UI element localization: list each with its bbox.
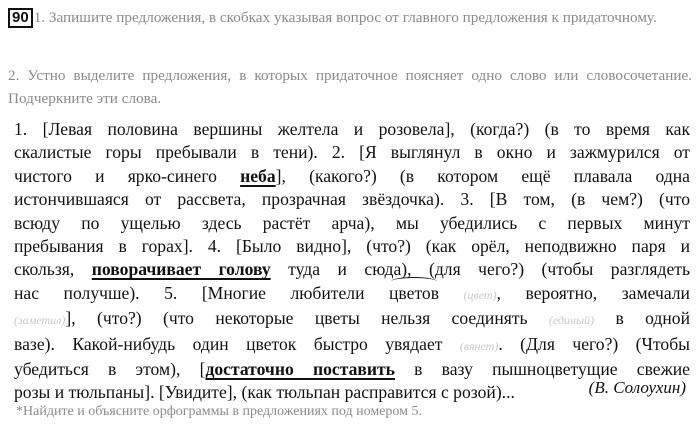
underlined-word: неба — [240, 165, 276, 186]
check-word: (цвет) — [463, 287, 497, 302]
text-line: 1. [Левая половина вершины желтела и розовела], (когда?) (в то время как — [14, 119, 690, 139]
author-signature: (В. Солоухин) — [588, 378, 686, 397]
text-fragment: ], (какого?) (в котором ещё плавала одна — [275, 165, 690, 186]
text-fragment: . (Для чего?) (Чтобы — [498, 333, 690, 354]
text-line: всюду по ущелью здесь растёт арча), мы убедились с первых минут — [14, 212, 690, 233]
text-fragment: убедиться в этом), [ — [14, 359, 206, 380]
text-line — [14, 258, 690, 281]
text-line — [14, 165, 690, 188]
task-1-text: 1. Запишите предложения, в скобках указывая вопрос от главного предложения к придаточному. — [33, 9, 657, 26]
text-line: истончившаяся от рассвета, прозрачная звёздочка). 3. [В том, (в чем?) (что — [14, 189, 690, 210]
text-fragment: туда и сюда), (для чего?) (чтобы разглядеть — [270, 259, 690, 280]
text-line: скалистые горы пребывали в тени). 2. [Я выглянул в окно и зажмурился от — [14, 142, 690, 163]
text-fragment: ], (что?) (что некоторые цветы нельзя соединять — [65, 308, 549, 329]
check-word: (единый) — [548, 313, 595, 328]
check-word: (вянет) — [459, 338, 499, 353]
task-1 — [8, 6, 692, 29]
text-fragment: в одной — [594, 308, 690, 329]
text-fragment: в вазу пышноцветущие свежие — [394, 359, 690, 380]
text-line: пребывания в горах]. 4. [Было видно], (что?) (как орёл, неподвижно паря и — [14, 236, 690, 257]
text-fragment: чистого и ярко-синего — [14, 165, 241, 186]
text-line — [14, 282, 690, 307]
underlined-phrase: достаточно поставить — [205, 359, 395, 380]
footnote: *Найдите и объясните орфограммы в предложениях под номером 5. — [16, 404, 423, 419]
underlined-phrase: поворачивает голову — [91, 259, 271, 280]
text-fragment: скользя, — [14, 259, 92, 280]
text-fragment: вазе). Какой-нибудь один цветок быстро увядает — [14, 333, 460, 354]
root-marked-word: цветов — [389, 282, 439, 305]
text-line — [14, 333, 690, 358]
exercise-text — [14, 118, 690, 405]
check-word: (заметил) — [14, 313, 66, 328]
text-fragment: , вероятно, замечали — [496, 282, 690, 303]
exercise-number: 90 — [8, 8, 33, 28]
task-2: 2. Устно выделите предложения, в которых придаточное поясняет одно слово или словосочетание. Подчеркните эти слова. — [8, 67, 692, 107]
text-line: розы и тюльпаны]. [Увидите], (как тюльпан расправится с розой)... — [14, 382, 515, 403]
text-fragment: нас получше). 5. [Многие любители — [14, 282, 390, 303]
text-line — [14, 307, 690, 332]
